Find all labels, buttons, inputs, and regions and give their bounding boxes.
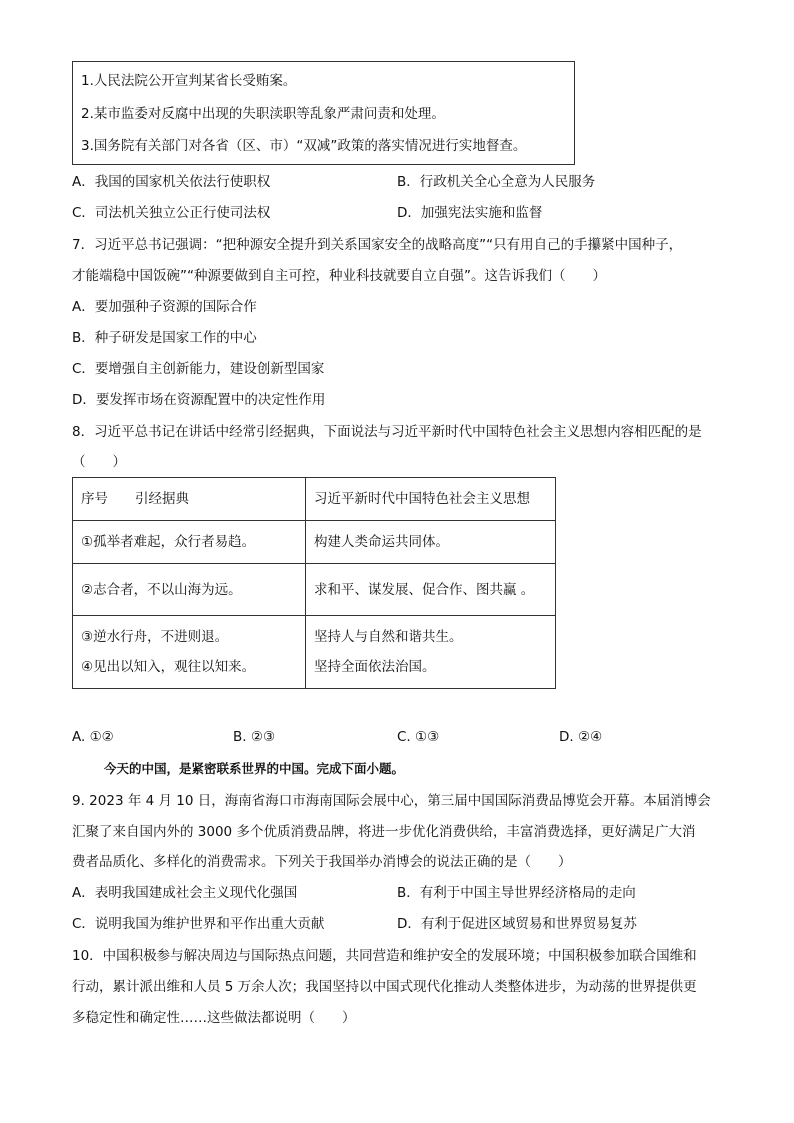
q6-option-c[interactable]: C．司法机关独立公正行使司法权 — [72, 205, 271, 221]
case-material-box — [72, 61, 575, 165]
table-row — [73, 521, 556, 564]
q10-stem-line-3: 多稳定性和确定性……这些做法都说明（ ） — [72, 1010, 356, 1026]
table-cell-quote-3: ③逆水行舟，不进则退。 — [81, 629, 229, 645]
q7-option-a[interactable]: A．要加强种子资源的国际合作 — [72, 299, 257, 315]
table-cell-quote-4: ④见出以知入，观往以知来。 — [81, 659, 256, 675]
case-line-2: 2.某市监委对反腐中出现的失职渎职等乱象严肃问责和处理。 — [81, 106, 445, 122]
q10-stem-line-1: 10．中国积极参与解决周边与国际热点问题，共同营造和维护安全的发展环境；中国积极参加联合国维和 — [72, 948, 697, 964]
table-cell-quotes-3-4 — [73, 616, 306, 689]
q9-option-c[interactable]: C．说明我国为维护世界和平作出重大贡献 — [72, 916, 325, 932]
q9-option-d[interactable]: D．有利于促进区域贸易和世界贸易复苏 — [397, 916, 637, 932]
q7-stem-line-1: 7．习近平总书记强调：“把种源安全提升到关系国家安全的战略高度”“只有用自己的手攥紧中国种子， — [72, 237, 683, 253]
q9-stem-line-1: 9. 2023 年 4 月 10 日，海南省海口市海南国际会展中心，第三届中国国际消费品博览会开幕。本届消博会 — [72, 793, 711, 809]
table-cell-idea-4: 坚持全面依法治国。 — [314, 659, 436, 675]
table-cell-ideas-3-4 — [306, 616, 556, 689]
table-header-row — [73, 478, 556, 521]
table-cell-quote-2: ②志合者，不以山海为远。 — [73, 564, 306, 616]
q7-stem-line-2: 才能端稳中国饭碗”“种源要做到自主可控，种业科技就要自立自强”。这告诉我们（ ） — [72, 268, 606, 284]
q7-option-c[interactable]: C．要增强自主创新能力，建设创新型国家 — [72, 361, 325, 377]
table-cell-idea-2: 求和平、谋发展、促合作、图共赢 。 — [306, 564, 556, 616]
case-line-3: 3.国务院有关部门对各省（区、市）“双减”政策的落实情况进行实地督查。 — [81, 138, 527, 154]
q8-option-b[interactable]: B. ②③ — [233, 729, 276, 745]
q6-option-b[interactable]: B．行政机关全心全意为人民服务 — [397, 174, 596, 190]
table-cell-idea-1: 构建人类命运共同体。 — [306, 521, 556, 564]
q8-option-c[interactable]: C. ①③ — [397, 729, 440, 745]
q9-stem-line-2: 汇聚了来自国内外的 3000 多个优质消费品牌，将进一步优化消费供给，丰富消费选择，更好满足广大消 — [72, 824, 696, 840]
case-line-1: 1.人民法院公开宣判某省长受贿案。 — [81, 73, 297, 89]
q10-stem-line-2: 行动，累计派出维和人员 5 万余人次；我国坚持以中国式现代化推动人类整体进步，为动荡的世界提供更 — [72, 979, 697, 995]
q8-stem-line-1: 8．习近平总书记在讲话中经常引经据典，下面说法与习近平新时代中国特色社会主义思想内容相匹配的是 — [72, 424, 702, 440]
q9-stem-line-3: 费者品质化、多样化的消费需求。下列关于我国举办消博会的说法正确的是（ ） — [72, 854, 572, 870]
q9-option-b[interactable]: B．有利于中国主导世界经济格局的走向 — [397, 885, 636, 901]
q7-option-d[interactable]: D．要发挥市场在资源配置中的决定性作用 — [72, 392, 326, 408]
table-row — [73, 616, 556, 689]
q8-matching-table — [72, 477, 556, 689]
table-cell-quote-1: ①孤举者难起，众行者易趋。 — [73, 521, 306, 564]
table-header-right: 习近平新时代中国特色社会主义思想 — [306, 478, 556, 521]
q8-option-d[interactable]: D. ②④ — [559, 729, 603, 745]
q6-option-a[interactable]: A．我国的国家机关依法行使职权 — [72, 174, 271, 190]
q8-option-a[interactable]: A. ①② — [72, 729, 114, 745]
q8-stem-line-2: （ ） — [72, 454, 126, 470]
q6-option-d[interactable]: D．加强宪法实施和监督 — [397, 205, 543, 221]
q7-option-b[interactable]: B．种子研发是国家工作的中心 — [72, 330, 257, 346]
table-cell-idea-3: 坚持人与自然和谐共生。 — [314, 629, 463, 645]
table-row — [73, 564, 556, 616]
group-intro: 今天的中国，是紧密联系世界的中国。完成下面小题。 — [104, 761, 405, 776]
q9-option-a[interactable]: A．表明我国建成社会主义现代化强国 — [72, 885, 298, 901]
table-header-left: 序号 引经据典 — [73, 478, 306, 521]
